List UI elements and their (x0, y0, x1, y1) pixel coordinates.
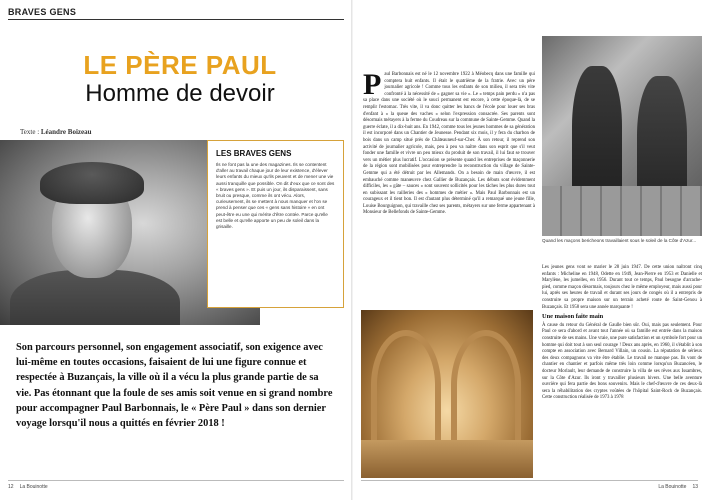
magazine-name-right: La Bouinotte (658, 484, 687, 490)
sidebar-box (207, 140, 344, 308)
portrait-body-shape (10, 270, 180, 325)
credit-prefix: Texte : (20, 128, 41, 136)
section-rule (8, 19, 344, 20)
page-number-left: 12 (8, 484, 14, 490)
left-page (0, 0, 352, 500)
footer-rule-left (8, 480, 344, 481)
magazine-name-left: La Bouinotte (19, 484, 48, 490)
column-a-text: aul Barbonnais est né le 12 novembre 1922 à Méobecq dans une famille qui comptera huit enfants. Il était le quatrième de la fratrie. Avec un père journalier agricole ! Comme tous les enfants de son milieu, il sera très vite confronté à la nécessité de « gagner sa vie ». Le « temps pain perdu » n'a pas sa place dans une société où le souci permanent est encore, à cette époque-là, de se remplir l'estomac. Très vite, il va donc quitter les bancs de l'école pour louer ses bras d'enfant à « la queue des vaches » selon l'expression consacrée. Ses parents sont désormais métayers à la ferme du Coudreau sur la commune de Sainte-Gemme. Quand la guerre éclate, il a dix-huit ans. En 1942, comme tous les jeunes hommes de sa génération il est incorporé dans un Chantier de Jeunesse. Pendant six mois, il y fera du charbon de bois dans un camp situé près de Châteauneuf-sur-Cher. À son retour, il reprend son activité de journalier agricole, mais, peu à peu va naître dans son esprit que s'il veut fonder une famille et vivre un peu mieux du produit de son travail, il lui faut se trouver vers un métier plus lucratif. L'occasion se présente quand les entreprises de maçonnerie de la région sont mobilisées pour entreprendre la reconstruction du village de Sainte-Gemme qui a été détruit par les Allemands. On a besoin de main d'œuvre, il est embauché comme manœuvre chez Gallier de Buzançais. Les débuts sont évidemment difficiles, les « gâte – sauces » sont souvent sollicités pour les tâches les plus dures tout en subissant les railleries des « hommes de métier ». Mais Paul Barbonnais est un courageux et il tient bon. Il est d'autant plus déterminé qu'il a remarqué une jeune fille, Louise Bourguignon, qui travaille chez ses parents, métayers sur une ferme appartenant à Monsieur de Bellefonds de Sainte-Gemme. (363, 72, 535, 216)
column-subhead: Une maison faite main (542, 313, 604, 321)
article-column-b (542, 265, 702, 402)
column-b-text-1: Les jeunes gens vont se marier le 28 juin 1947. De cette union naîtront cinq enfants : Micheline en 1948, Odette en 1949, Jean-Pierre en 1953 et Danielle et Marylène, les jumelles, en 1956. Durant tout ce temps, Paul besogne d'arrache-pied, comme maçon désormais, toujours chez le même employeur, mais aussi pour lui, après ses heures de travail et durant ses jours de congés où il a entrepris de construire sa propre maison sur un terrain acheté route de Saint-Genou à Buzançais. Et 1958 sera une année marquante ! (542, 265, 702, 310)
crypt-arch-left (371, 330, 441, 440)
article-column-a (363, 68, 535, 217)
article-title: LE PÈRE PAUL (83, 50, 277, 80)
crypt-arch-right (451, 330, 521, 440)
author-credit (20, 128, 92, 136)
credit-author: Léandre Boizeau (40, 128, 92, 136)
crypt-floor (361, 440, 533, 478)
sidebar-text: Ils ne font pas la une des magazines. Ils se contentent d'aller au travail chaque jour de leur existence, d'élever leurs enfants du mieux qu'ils peuvent et de mener une vie aussi tranquille que possible. On dit d'eux que ce sont des « braves gens ». Et puis un jour, ils disparaissent, sans bruit ou presque, comme ils ont vécu. Alors, curieusement, ils se mettent à nous manquer et l'on se prend à penser que ces « gens sans histoire » en ont peut-être eu une qui mérite d'être contée. Parce qu'elle est belle et qu'elle apporte un peu de soleil dans la grisaille. (216, 162, 335, 230)
brick-wall-shape (542, 186, 702, 236)
footer-right (658, 484, 698, 490)
crypt-photo (361, 310, 533, 478)
drop-cap: P (363, 68, 382, 101)
masons-caption: Quand les maçons bericheons travaillaient sous le soleil de la Côte d'Azur... (542, 238, 697, 243)
footer-left (8, 484, 48, 490)
sidebar-title: LES BRAVES GENS (216, 149, 292, 158)
lead-paragraph: Son parcours personnel, son engagement associatif, son exigence avec lui-même en toutes occasions, faisaient de lui une figure connue et respectée à Buzançais, la ville où il a vécu la plus grande partie de sa vie. Pas étonnant que la foule de ses amis soit venue en si grand nombre pour accompagner Paul Barbonnais, le « Père Paul » dans son dernier voyage lorsqu'il nous a quittés en février 2018 ! (16, 342, 333, 430)
right-page (353, 0, 706, 500)
page-number-right: 13 (692, 484, 698, 490)
section-tag: BRAVES GENS (8, 7, 77, 17)
article-subtitle: Homme de devoir (85, 80, 275, 107)
column-b-text-2: À cause du retour du Général de Gaulle bien sûr. Oui, mais pas seulement. Pour Paul ce sera d'abord et avant tout l'année où sa famille est entrée dans la maison construite de ses mains. Une vraie, une pure satisfaction et un symbole fort pour un homme qui doit tout à son seul courage ! Deux ans après, en 1960, il s'établit à son compte en association avec Bernard Villain, un cousin. La réputation de sérieux des deux compagnons va vite être établie. Le travail ne manque pas. Ils vont de chantier en chantier et parfois même très loin comme lorsqu'un Buzancéen, le docteur Morlault, leur demande de construire la villa de ses rêves aux Issambres, sur la Côte d'Azur. Ils iront y travailler plusieurs hivers. Une belle aventure ouvrière qui fera partie des bons souvenirs. Mais le chef-d'œuvre de ces deux-là sera la réhabilitation des cryptes voûtées de l'hôpital Saint-Roch de Buzançais. Cette construction réalisée de 1973 à 1978 (542, 322, 702, 401)
masons-photo (542, 36, 702, 236)
footer-rule-right (361, 480, 698, 481)
portrait-cap-shape (40, 162, 144, 204)
